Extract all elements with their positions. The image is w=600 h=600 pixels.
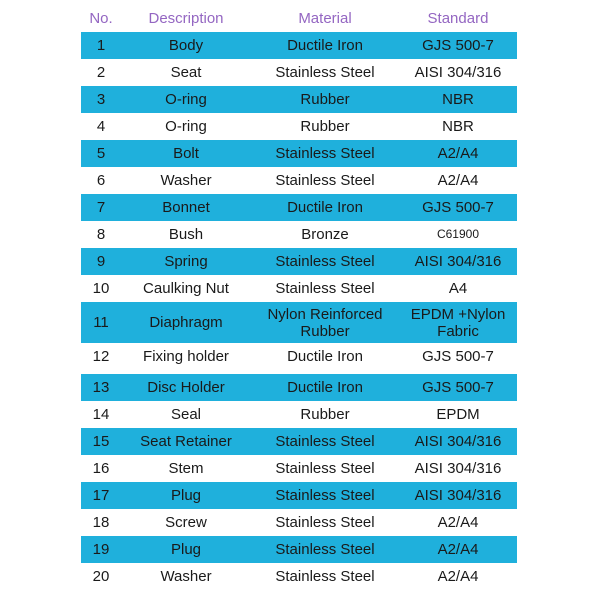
cell-standard: AISI 304/316: [414, 460, 502, 477]
cell-material: Rubber: [300, 406, 350, 423]
cell-no: 20: [92, 568, 110, 585]
cell-no: 9: [96, 253, 106, 270]
cell-material: Stainless Steel: [275, 541, 375, 558]
cell-description: Disc Holder: [147, 379, 225, 396]
cell-standard: AISI 304/316: [414, 487, 502, 504]
table-row: [81, 221, 517, 248]
cell-standard: A2/A4: [437, 541, 479, 558]
cell-description: Seat: [170, 64, 202, 81]
cell-material: Bronze: [301, 226, 349, 243]
table-row: [81, 302, 517, 343]
cell-material: Stainless Steel: [275, 172, 375, 189]
cell-no: 1: [96, 37, 106, 54]
header-material: Material: [298, 9, 352, 27]
cell-material: Ductile Iron: [287, 379, 363, 396]
cell-description: Bonnet: [162, 199, 210, 216]
cell-no: 15: [92, 433, 110, 450]
cell-no: 3: [96, 91, 106, 108]
cell-no: 17: [92, 487, 110, 504]
cell-standard: NBR: [442, 118, 474, 135]
cell-description: Body: [168, 37, 204, 54]
cell-material: Stainless Steel: [275, 460, 375, 477]
cell-material: Stainless Steel: [275, 514, 375, 531]
table-row: [81, 275, 517, 302]
cell-standard: A4: [448, 280, 468, 297]
cell-description: Fixing holder: [143, 348, 229, 365]
cell-standard: GJS 500-7: [422, 379, 494, 396]
table-row: [81, 59, 517, 86]
header-standard: Standard: [427, 9, 489, 27]
cell-no: 18: [92, 514, 110, 531]
cell-description: Caulking Nut: [143, 280, 229, 297]
cell-standard: GJS 500-7: [422, 348, 494, 365]
cell-no: 8: [96, 226, 106, 243]
cell-material: Ductile Iron: [287, 348, 363, 365]
table-row: [81, 428, 517, 455]
cell-standard: EPDM: [436, 406, 480, 423]
cell-no: 16: [92, 460, 110, 477]
cell-description: O-ring: [165, 118, 207, 135]
cell-description: O-ring: [165, 91, 207, 108]
table-row: [81, 374, 517, 401]
header-description: Description: [148, 9, 224, 27]
cell-no: 10: [92, 280, 110, 297]
cell-material: Stainless Steel: [275, 145, 375, 162]
cell-no: 4: [96, 118, 106, 135]
cell-standard: AISI 304/316: [414, 64, 502, 81]
cell-material: Stainless Steel: [275, 433, 375, 450]
table-row: [81, 248, 517, 275]
cell-description: Diaphragm: [149, 314, 223, 331]
cell-no: 11: [93, 314, 109, 331]
cell-material: Stainless Steel: [275, 253, 375, 270]
cell-no: 14: [92, 406, 110, 423]
cell-standard: A2/A4: [437, 568, 479, 585]
cell-standard: A2/A4: [437, 145, 479, 162]
cell-material: Stainless Steel: [275, 568, 375, 585]
cell-standard: C61900: [436, 227, 480, 241]
cell-description: Seal: [170, 406, 202, 423]
table-row: [81, 563, 517, 590]
cell-description: Screw: [165, 514, 207, 531]
table-row: [81, 140, 517, 167]
cell-material: Ductile Iron: [287, 199, 363, 216]
cell-description: Stem: [168, 460, 204, 477]
cell-description: Washer: [160, 568, 212, 585]
cell-no: 13: [92, 379, 110, 396]
cell-standard: EPDM +Nylon Fabric: [410, 305, 506, 340]
cell-material: Stainless Steel: [275, 280, 375, 297]
cell-description: Bush: [168, 226, 204, 243]
cell-no: 5: [96, 145, 106, 162]
cell-description: Seat Retainer: [140, 433, 232, 450]
table-header: [81, 4, 517, 32]
table-row: [81, 455, 517, 482]
cell-standard: AISI 304/316: [414, 253, 502, 270]
table-row: [81, 167, 517, 194]
parts-table: [81, 4, 517, 590]
cell-no: 19: [92, 541, 110, 558]
table-row: [81, 32, 517, 59]
cell-standard: A2/A4: [437, 514, 479, 531]
table-row: [81, 401, 517, 428]
table-row: [81, 194, 517, 221]
cell-no: 2: [96, 64, 106, 81]
cell-material: Ductile Iron: [287, 37, 363, 54]
cell-description: Bolt: [173, 145, 199, 162]
cell-material: Rubber: [300, 91, 350, 108]
cell-description: Spring: [164, 253, 208, 270]
cell-material: Rubber: [300, 118, 350, 135]
table-row: [81, 509, 517, 536]
table-row: [81, 536, 517, 563]
cell-standard: NBR: [442, 91, 474, 108]
cell-standard: A2/A4: [437, 172, 479, 189]
header-no: No.: [89, 9, 113, 27]
table-row: [81, 113, 517, 140]
table-row: [81, 343, 517, 370]
cell-material: Nylon Reinforced Rubber: [267, 305, 383, 340]
table-row: [81, 86, 517, 113]
cell-no: 12: [92, 348, 110, 365]
cell-standard: AISI 304/316: [414, 433, 502, 450]
table-row: [81, 482, 517, 509]
cell-standard: GJS 500-7: [422, 37, 494, 54]
cell-no: 7: [96, 199, 106, 216]
cell-description: Washer: [160, 172, 212, 189]
cell-standard: GJS 500-7: [422, 199, 494, 216]
cell-material: Stainless Steel: [275, 64, 375, 81]
cell-no: 6: [96, 172, 106, 189]
cell-description: Plug: [170, 487, 202, 504]
cell-material: Stainless Steel: [275, 487, 375, 504]
cell-description: Plug: [170, 541, 202, 558]
